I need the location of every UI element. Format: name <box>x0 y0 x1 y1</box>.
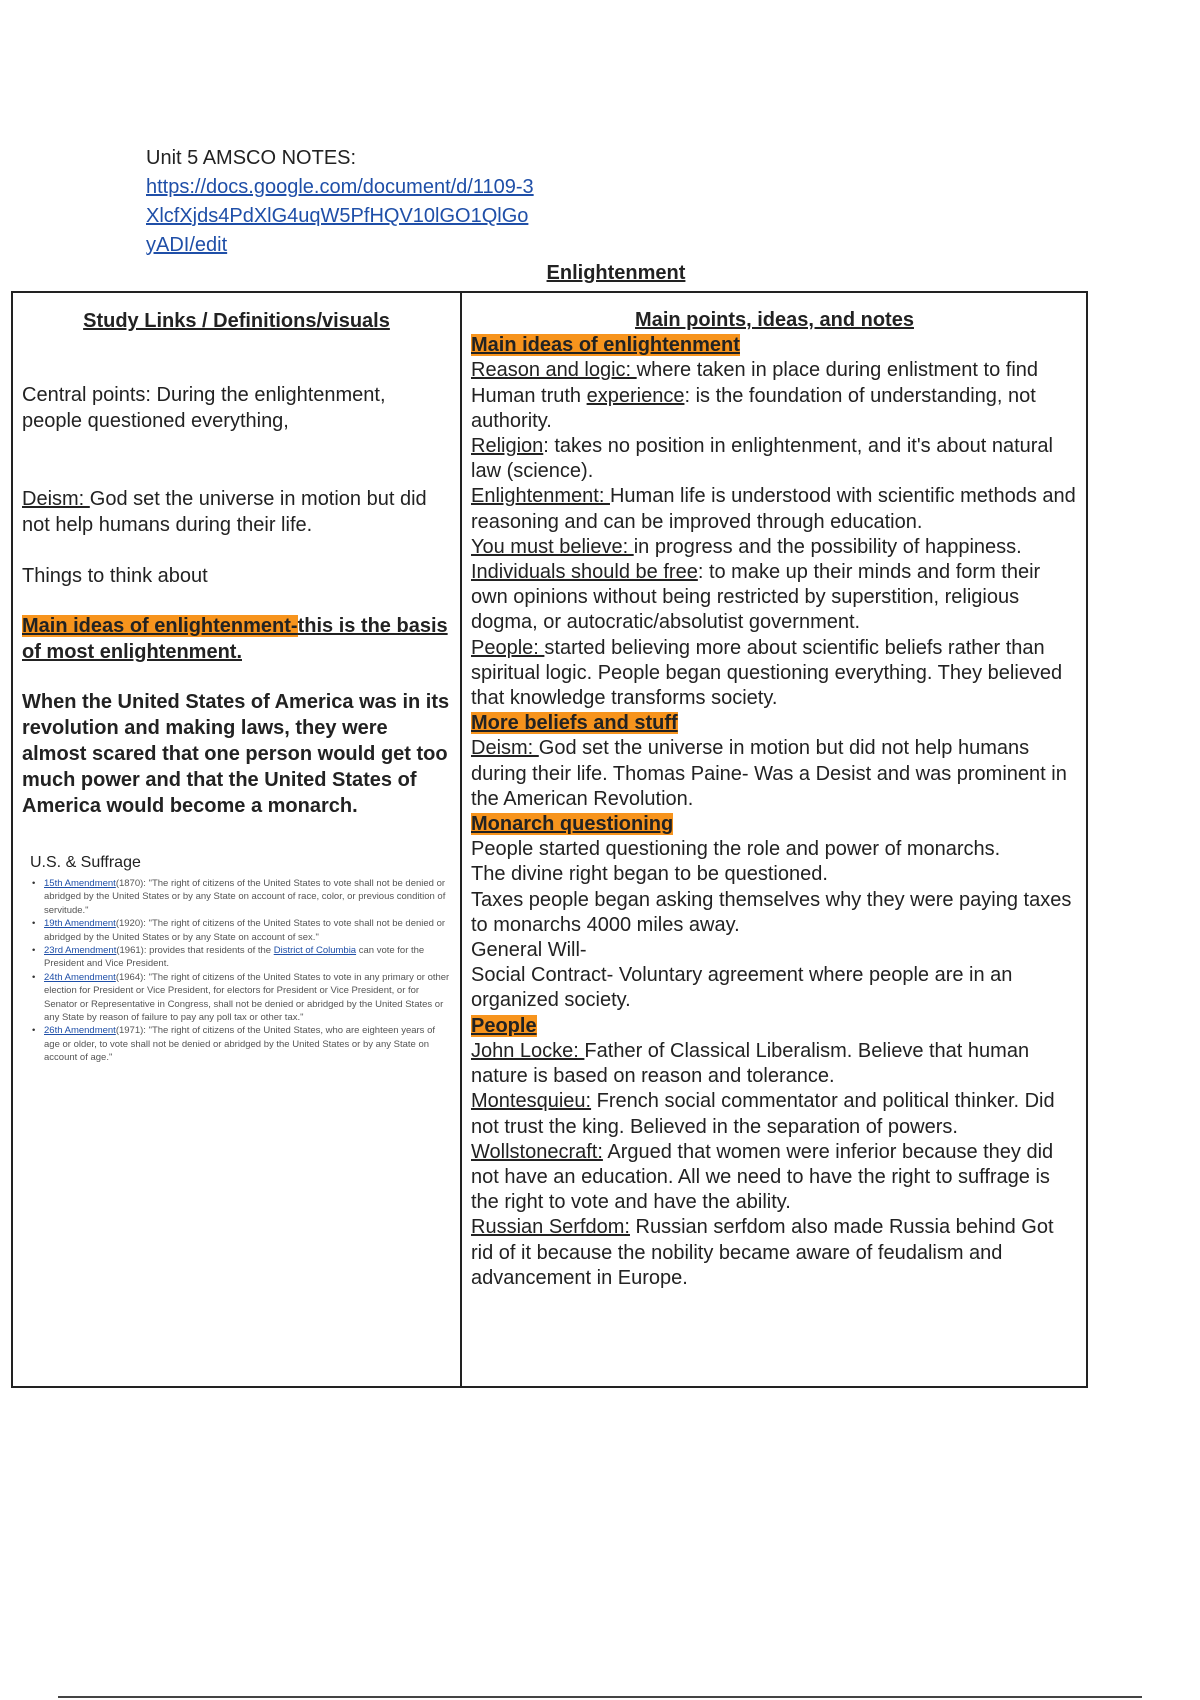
amendment-24-link[interactable]: 24th Amendment <box>44 971 116 983</box>
monarch-note: General Will- <box>471 939 587 962</box>
suffrage-section <box>22 853 451 1065</box>
amendment-text: (1870): "The right of citizens of the United States to vote shall not be denied or abridged by the United States or by any State on account of race, color, or previous condition of servitude." <box>44 878 446 916</box>
header-label: Unit 5 AMSCO NOTES: <box>146 147 357 169</box>
amendment-list <box>30 877 451 1065</box>
list-item <box>44 917 451 944</box>
main-ideas-highlight: Main ideas of enlightenment- <box>22 615 298 637</box>
montesquieu-term: Montesquieu: <box>471 1090 592 1113</box>
list-item <box>44 877 451 917</box>
amendment-19-link[interactable]: 19th Amendment <box>44 918 116 930</box>
free-note <box>471 560 1078 636</box>
doc-link-line-3[interactable]: yADI/edit <box>146 234 228 256</box>
deism-text: God set the universe in motion but did not help humans during their life. <box>22 488 427 536</box>
russian-serfdom-note <box>471 1215 1078 1291</box>
wollstonecraft-text: Argued that women were inferior because they did not have an education. All we need to have the right to suffrage is the right to vote and have the ability. <box>471 1140 1054 1214</box>
doc-link-line-2[interactable]: XlcfXjds4PdXlG4uqW5PfHQV10lGO1QlGo <box>146 205 529 227</box>
russian-serfdom-term: Russian Serfdom: <box>471 1216 630 1239</box>
people-text: started believing more about scientific beliefs rather than spiritual logic. People began questioning everything. They believed that knowledge transforms society. <box>471 636 1063 710</box>
experience-text: : is the foundation of understanding, not authority. <box>471 384 1036 432</box>
enlightenment-note <box>471 484 1078 534</box>
monarch-note: Social Contract- Voluntary agreement where people are in an organized society. <box>471 964 1013 1012</box>
section-heading-monarch: Monarch questioning <box>471 813 674 836</box>
list-item <box>44 1024 451 1064</box>
monarch-note: The divine right began to be questioned. <box>471 863 828 886</box>
amendment-text: (1920): "The right of citizens of the United States to vote shall not be denied or abridged by the United States or by any State on account of sex." <box>44 918 446 943</box>
list-item <box>44 971 451 1025</box>
amendment-15-link[interactable]: 15th Amendment <box>44 878 116 889</box>
list-item <box>44 944 451 971</box>
montesquieu-text: French social commentator and political thinker. Did not trust the king. Believed in the separation of powers. <box>471 1090 1055 1138</box>
wollstonecraft-note <box>471 1140 1078 1216</box>
people-term: People: <box>471 636 545 659</box>
deism-term: Deism: <box>471 737 539 760</box>
header <box>146 144 666 260</box>
religion-text: : takes no position in enlightenment, and it's about natural law (science). <box>471 435 1053 483</box>
believe-text: in progress and the possibility of happiness. <box>633 535 1022 558</box>
reason-term: Reason and logic: <box>471 359 637 382</box>
amendment-text: (1961): provides that residents of the <box>116 945 274 957</box>
reason-text: where taken in place during enlistment to find Human truth <box>471 359 1039 407</box>
montesquieu-note <box>471 1089 1078 1139</box>
things-to-think: Things to think about <box>22 565 208 587</box>
section-heading-people: People <box>471 1014 537 1037</box>
wollstonecraft-term: Wollstonecraft: <box>471 1140 603 1163</box>
section-heading-more-beliefs: More beliefs and stuff <box>471 712 678 735</box>
suffrage-title: U.S. & Suffrage <box>30 854 141 871</box>
right-column <box>462 293 1086 1386</box>
district-of-columbia-link[interactable]: District of Columbia <box>273 945 357 957</box>
amendment-text: (1971): "The right of citizens of the United States, who are eighteen years of age or older, to vote shall not be denied or abridged by the United States or by any State on account of age." <box>44 1025 435 1064</box>
locke-text: Father of Classical Liberalism. Believe that human nature is based on reason and tolerance. <box>471 1039 1030 1088</box>
amendment-26-link[interactable]: 26th Amendment <box>44 1025 116 1037</box>
amendment-text: (1964): "The right of citizens of the United States to vote in any primary or other election for President or Vice President, for electors for President or Vice President, or for Senator or Representative in Congress, shall not be denied or abridged by the United States or any State by reason of failure to pay any poll tax or other tax." <box>44 971 450 1024</box>
document-title: Enlightenment <box>546 262 686 284</box>
experience-term: experience <box>586 384 685 407</box>
free-text: : to make up their minds and form their own opinions without being restricted by superstition, religious dogma, or autocratic/absolutist government. <box>471 561 1041 634</box>
deism-term: Deism: <box>22 488 90 510</box>
enlightenment-text: Human life is understood with scientific methods and reasoning and can be improved through education. <box>471 485 1076 533</box>
deism-definition <box>22 486 451 538</box>
russian-serfdom-text: Russian serfdom also made Russia behind Got rid of it because the nobility became aware of feudalism and advancement in Europe. <box>471 1216 1054 1289</box>
central-points: Central points: During the enlightenment, people questioned everything, <box>22 384 386 432</box>
free-term: Individuals should be free <box>471 561 698 584</box>
believe-note <box>471 535 1078 560</box>
enlightenment-term: Enlightenment: <box>471 485 610 508</box>
deism-note <box>471 736 1078 812</box>
religion-term: Religion <box>471 435 544 458</box>
reason-note <box>471 358 1078 434</box>
deism-text: God set the universe in motion but did not help humans during their life. Thomas Paine- Was a Desist and was prominent in the American Revolution. <box>471 737 1067 810</box>
locke-term: John Locke: <box>471 1039 585 1062</box>
locke-note <box>471 1039 1078 1089</box>
notes-table <box>11 291 1088 1388</box>
section-heading-main-ideas: Main ideas of enlightenment <box>471 334 740 357</box>
footer-divider <box>58 1696 1142 1698</box>
left-column-heading: Study Links / Definitions/visuals <box>83 310 390 332</box>
main-ideas-rest: this is the basis of most enlightenment. <box>22 615 448 663</box>
main-ideas-note <box>22 613 451 665</box>
amendment-23-link[interactable]: 23rd Amendment <box>44 945 117 957</box>
revolution-paragraph: When the United States of America was in its revolution and making laws, they were almost scared that one person would get too much power and that the United States of America would become a monarch. <box>22 691 450 817</box>
amendment-text: can vote for the President and Vice President. <box>44 945 425 970</box>
believe-term: You must believe: <box>471 535 634 558</box>
religion-note <box>471 434 1078 484</box>
people-note <box>471 636 1078 712</box>
left-column <box>13 293 462 1386</box>
right-column-heading: Main points, ideas, and notes <box>635 309 914 331</box>
doc-link-line-1[interactable]: https://docs.google.com/document/d/1109-3 <box>146 176 534 198</box>
monarch-note: People started questioning the role and power of monarchs. <box>471 838 1001 861</box>
monarch-note: Taxes people began asking themselves why they were paying taxes to monarchs 4000 miles away. <box>471 888 1072 936</box>
